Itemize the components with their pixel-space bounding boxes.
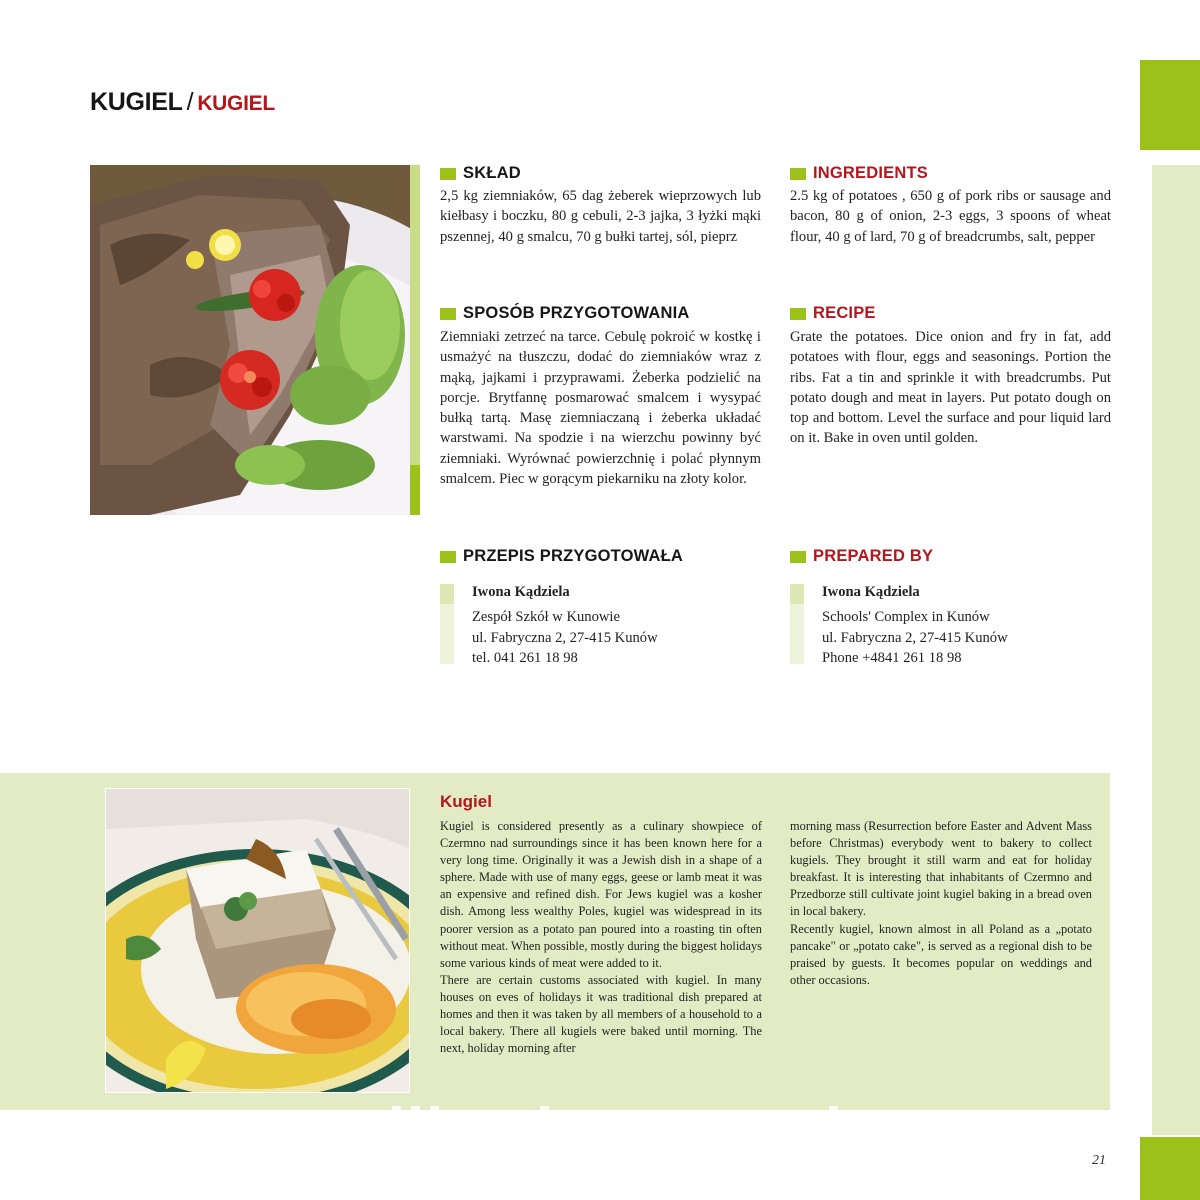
author-address: ul. Fabryczna 2, 27-415 Kunów bbox=[822, 629, 1008, 646]
author-address: ul. Fabryczna 2, 27-415 Kunów bbox=[472, 629, 658, 646]
przepis-heading: PRZEPIS PRZYGOTOWAŁA bbox=[440, 547, 683, 566]
ingredients-heading: INGREDIENTS bbox=[790, 164, 928, 183]
author-school: Zespół Szkół w Kunowie bbox=[472, 609, 620, 626]
prepared-by-heading: PREPARED BY bbox=[790, 547, 933, 566]
page-tab-strip bbox=[1152, 165, 1200, 1135]
author-name: Iwona Kądziela bbox=[472, 584, 570, 600]
photo-accent-bar bbox=[410, 165, 420, 515]
ingredients-text: 2.5 kg of potatoes , 650 g of pork ribs or sausage and bacon, 80 g of onion, 2-3 eggs, 3 spoons of wheat flour, 40 g of lard, 70 g of breadcrumbs, salt, pepper bbox=[790, 188, 1111, 245]
author-contact-pl bbox=[440, 582, 760, 668]
square-bullet-icon bbox=[790, 168, 806, 180]
history-column-2 bbox=[790, 818, 1092, 989]
history-paragraph: Kugiel is considered presently as a culinary showpiece of Czermno nad surroundings since it has been known here for a very long time. Originally it was a Jewish dish in a shape of a sphere. Made with use of many eggs, geese or lamb meat it was an expensive and refined dish. For Jews kugiel was a kosher dish. Among less wealthy Poles, kugiel was widespread in its poorer version as a potato pan poured into a roasting tin often without meat. When possible, mostly during the biggest holidays some various kinds of meat were added to it. bbox=[440, 819, 762, 970]
contact-bars bbox=[440, 584, 454, 664]
author-contact-en bbox=[790, 582, 1110, 668]
sklad-heading: SKŁAD bbox=[440, 164, 521, 183]
sposob-text: Ziemniaki zetrzeć na tarce. Cebulę pokroić w kostkę i usmażyć na tłuszczu, dodać do ziemniaków wraz z mąką, jajkami i przyprawami. Żeberka podzielić na porcje. Brytfannę posmarować smalcem i wysypać bułką tartą. Masę ziemniaczaną i żeberka układać warstwami. Na spodzie i na wierzchu powinny być ziemniaki. Wyrównać powierzchnię i polać płynnym smalcem. Piec w gorącym piekarniku na złoty kolor. bbox=[440, 329, 761, 488]
title-pl: KUGIEL bbox=[90, 88, 183, 116]
page-tab-top bbox=[1140, 60, 1200, 150]
title-separator: / bbox=[186, 88, 194, 116]
square-bullet-icon bbox=[790, 308, 806, 320]
contact-bars bbox=[790, 584, 804, 664]
recipe-heading: RECIPE bbox=[790, 304, 876, 323]
title-en: KUGIEL bbox=[197, 92, 275, 115]
sklad-text: 2,5 kg ziemniaków, 65 dag żeberek wieprzowych lub kiełbasy i boczku, 80 g cebuli, 2-3 jajka, 3 łyżki mąki pszennej, 40 g smalcu, 70 g bułki tartej, sól, pieprz bbox=[440, 188, 761, 245]
recipe-text: Grate the potatoes. Dice onion and fry in fat, add potatoes with flour, eggs and seasonings. Portion the ribs. Fat a tin and sprinkle it with breadcrumbs. Put potato dough and meat in layers. Put potato dough on top and bottom. Level the surface and pour liquid lard on it. Bake in oven until golden. bbox=[790, 329, 1111, 447]
kugiel-serving-illustration bbox=[106, 789, 410, 1093]
square-bullet-icon bbox=[790, 551, 806, 563]
author-phone: Phone +4841 261 18 98 bbox=[822, 649, 962, 666]
history-paragraph: There are certain customs associated with kugiel. In many houses on eves of holidays it was traditional dish prepared at homes and then it was taken by all members of a household to a local bakery. There all kugiels were baked until morning. The next, holiday morning after bbox=[440, 972, 762, 1056]
history-paragraph: morning mass (Resurrection before Easter and Advent Mass before Christmas) everybody went to bakery to collect kugiels. They brought it still warm and eat for holiday breakfast. It is interesting that inhabitants of Czermno and Przedborze still cultivate joint kugiel baking in a bread oven in local bakery. bbox=[790, 819, 1092, 919]
kugiel-plate-photo bbox=[90, 165, 410, 515]
page-number: 21 bbox=[1092, 1153, 1106, 1168]
page-title bbox=[90, 88, 275, 117]
history-column-1 bbox=[440, 818, 762, 1057]
square-bullet-icon bbox=[440, 168, 456, 180]
page-tab-bottom bbox=[1140, 1137, 1200, 1200]
author-school: Schools' Complex in Kunów bbox=[822, 609, 990, 626]
square-bullet-icon bbox=[440, 551, 456, 563]
square-bullet-icon bbox=[440, 308, 456, 320]
watermark: wedlinydomowe.pl bbox=[285, 1098, 844, 1156]
sposob-heading: SPOSÓB PRZYGOTOWANIA bbox=[440, 304, 689, 323]
history-heading: Kugiel bbox=[440, 792, 492, 811]
kugiel-plate-illustration bbox=[90, 165, 410, 515]
history-paragraph: Recently kugiel, known almost in all Poland as a „potato pancake" or „potato cake", is served as a regional dish to be praised by guests. It becomes popular on weddings and other occasions. bbox=[790, 921, 1092, 987]
kugiel-serving-photo bbox=[105, 788, 410, 1093]
author-phone: tel. 041 261 18 98 bbox=[472, 649, 578, 666]
author-name: Iwona Kądziela bbox=[822, 584, 920, 600]
